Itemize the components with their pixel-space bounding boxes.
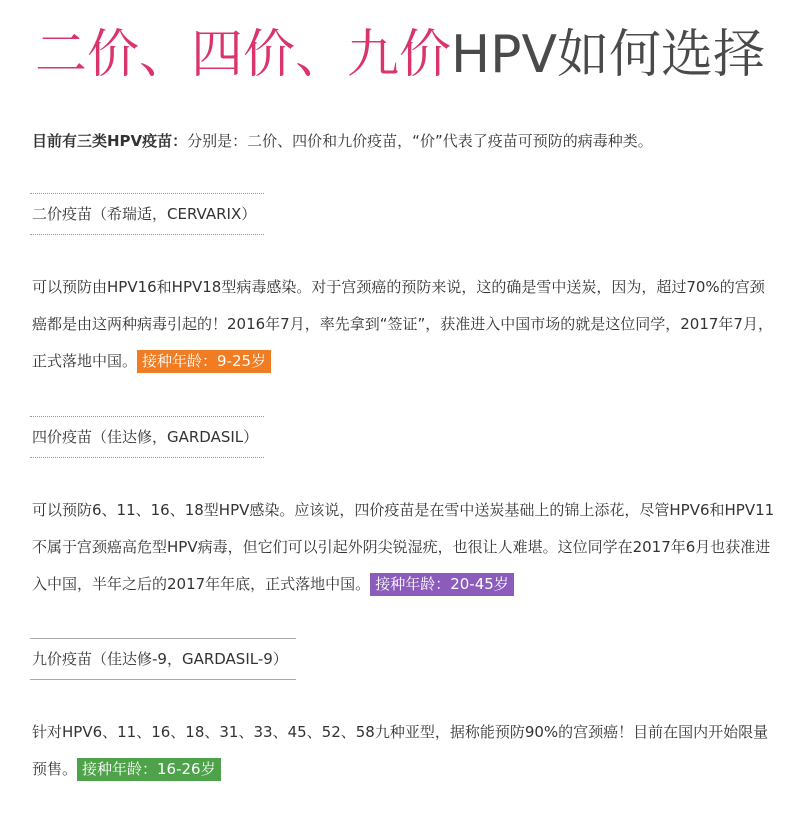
intro-paragraph	[32, 128, 772, 154]
intro-text: 分别是：二价、四价和九价疫苗，“价”代表了疫苗可预防的病毒种类。	[187, 132, 653, 150]
section-text: 可以预防由HPV16和HPV18型病毒感染。对于宫颈癌的预防来说，这的确是雪中送炭，因为，超过70%的宫颈癌都是由这两种病毒引起的！2016年7月，率先拿到“签证”，获准进入中国市场的就是这位同学，2017年7月，正式落地中国。	[32, 278, 773, 370]
section-heading-quadrivalent: 四价疫苗（佳达修，GARDASIL）	[30, 416, 264, 458]
section-body-nonavalent	[32, 714, 777, 788]
age-badge-quadrivalent: 接种年龄：20-45岁	[370, 573, 514, 596]
section-text: 针对HPV6、11、16、18、31、33、45、52、58九种亚型，据称能预防90%的宫颈癌！目前在国内开始限量预售。	[32, 723, 769, 778]
age-badge-bivalent: 接种年龄：9-25岁	[137, 350, 271, 373]
age-badge-nonavalent: 接种年龄：16-26岁	[77, 758, 221, 781]
section-body-bivalent	[32, 269, 777, 380]
section-heading-bivalent: 二价疫苗（希瑞适，CERVARIX）	[30, 193, 264, 235]
section-heading-nonavalent: 九价疫苗（佳达修-9，GARDASIL-9）	[30, 638, 296, 680]
section-body-quadrivalent	[32, 492, 777, 603]
intro-lead: 目前有三类HPV疫苗：	[32, 132, 188, 150]
title-rest: HPV如何选择	[450, 25, 766, 85]
title-highlight: 二价、四价、九价	[34, 25, 451, 85]
section-text: 可以预防6、11、16、18型HPV感染。应该说，四价疫苗是在雪中送炭基础上的锦上添花，尽管HPV6和HPV11不属于宫颈癌高危型HPV病毒，但它们可以引起外阴尖锐湿疣，也很让人难堪。这位同学在2017年6月也获准进入中国，半年之后的2017年年底，正式落地中国。	[32, 501, 775, 593]
page-title	[0, 22, 800, 88]
